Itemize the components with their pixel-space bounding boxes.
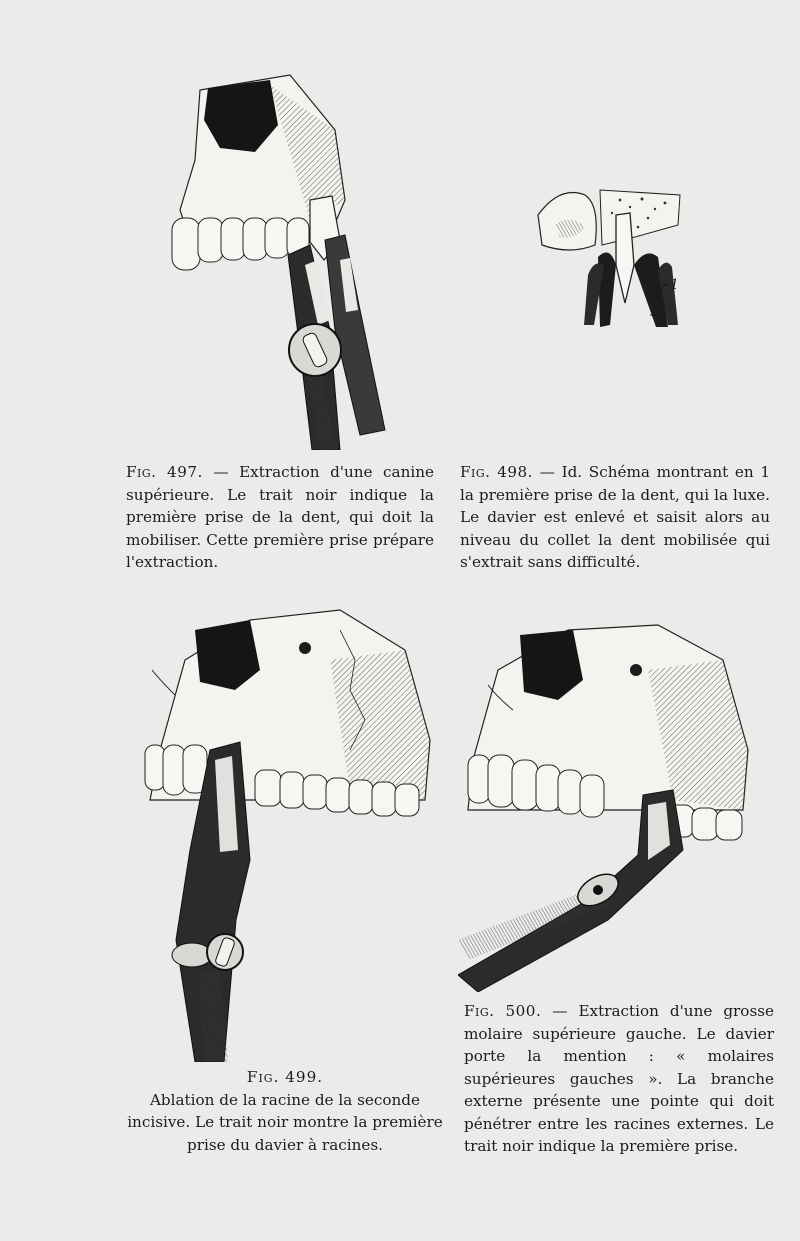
caption-499-number: 499. bbox=[285, 1068, 324, 1086]
caption-497-text: — Extraction d'une canine supérieure. Le trait noir indique la première prise de la dent, qui doit la mobiliser. Cette première prise prépare l'extraction. bbox=[126, 463, 435, 571]
figure-497-illustration bbox=[160, 70, 400, 450]
caption-500-label: Fig. bbox=[464, 1002, 495, 1020]
figure-498-schematic bbox=[530, 185, 690, 335]
caption-497-label: Fig. bbox=[126, 463, 157, 481]
caption-500-number: 500. bbox=[505, 1002, 542, 1020]
caption-499 bbox=[126, 1066, 444, 1156]
callout-1-label: 1 bbox=[670, 277, 679, 293]
callout-2-label: 2 bbox=[658, 311, 667, 327]
caption-498 bbox=[460, 461, 770, 574]
caption-498-number: 498. bbox=[497, 463, 534, 481]
caption-497 bbox=[126, 461, 434, 574]
caption-498-text: — Id. Schéma montrant en 1 la première prise de la dent, qui la luxe. Le davier est enlevé et saisit alors au niveau du collet la dent mobilisée qui s'extrait sans difficulté. bbox=[460, 463, 771, 571]
caption-500-text: — Extraction d'une grosse molaire supérieure gauche. Le davier porte la mention : « molaires supérieures gauches ». La branche externe présente une pointe qui doit pénétrer entre les racines externes. Le trait noir indique la première prise. bbox=[464, 1002, 775, 1155]
caption-497-number: 497. bbox=[167, 463, 203, 481]
caption-499-text: Ablation de la racine de la seconde incisive. Le trait noir montre la première prise du davier à racines. bbox=[127, 1090, 443, 1154]
caption-500 bbox=[464, 1000, 774, 1158]
figure-500-illustration bbox=[458, 620, 758, 992]
caption-498-label: Fig. bbox=[460, 463, 491, 481]
figure-499-illustration bbox=[140, 600, 440, 1062]
caption-499-label: Fig. bbox=[246, 1068, 280, 1086]
